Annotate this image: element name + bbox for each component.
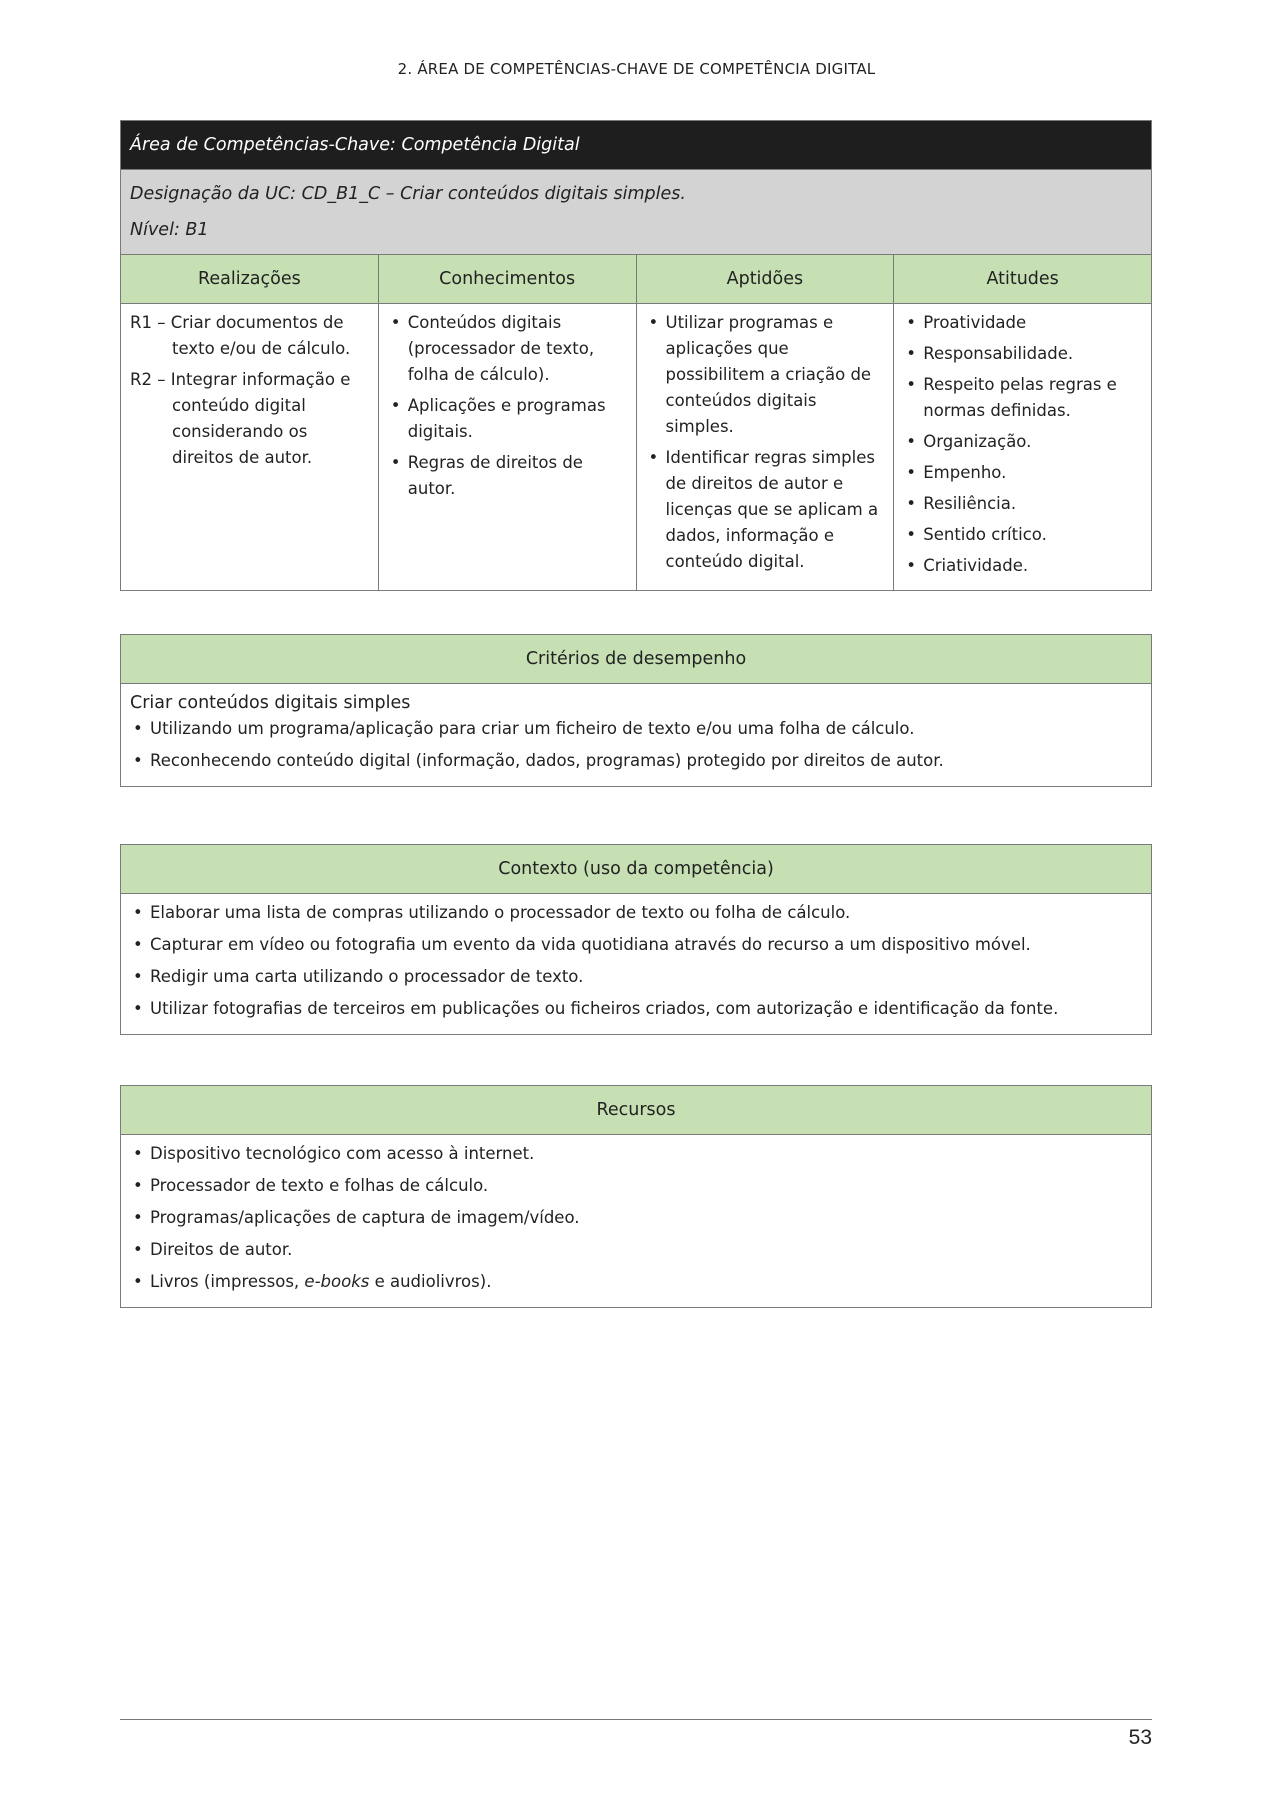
list-item: • Regras de direitos de autor. xyxy=(388,450,627,502)
list-item: • Capturar em vídeo ou fotografia um evento da vida quotidiana através do recurso a um dispositivo móvel. xyxy=(130,932,1142,958)
area-title: Área de Competências-Chave: Competência Digital xyxy=(121,121,1152,170)
page-number: 53 xyxy=(1128,1726,1152,1749)
list-item: • Identificar regras simples de direitos de autor e licenças que se aplicam a dados, informação e conteúdo digital. xyxy=(646,445,885,575)
list-item: • Utilizando um programa/aplicação para criar um ficheiro de texto e/ou uma folha de cálculo. xyxy=(130,716,1142,742)
list-item: • Sentido crítico. xyxy=(903,522,1142,548)
list-item: • Criatividade. xyxy=(903,553,1142,579)
recursos-body xyxy=(121,1135,1152,1308)
list-item: • Conteúdos digitais (processador de texto, folha de cálculo). xyxy=(388,310,627,388)
uc-designation xyxy=(121,170,1152,255)
list-item: • Processador de texto e folhas de cálculo. xyxy=(130,1173,1142,1199)
realizacoes-cell xyxy=(121,304,379,591)
list-item: • Reconhecendo conteúdo digital (informação, dados, programas) protegido por direitos de autor. xyxy=(130,748,1142,774)
list-item: • Aplicações e programas digitais. xyxy=(388,393,627,445)
list-item: • Elaborar uma lista de compras utilizando o processador de texto ou folha de cálculo. xyxy=(130,900,1142,926)
list-item: • Respeito pelas regras e normas definidas. xyxy=(903,372,1142,424)
list-item: • Responsabilidade. xyxy=(903,341,1142,367)
list-item: • Empenho. xyxy=(903,460,1142,486)
list-item: • Utilizar fotografias de terceiros em publicações ou ficheiros criados, com autorização e identificação da fonte. xyxy=(130,996,1142,1022)
criterios-subtitle: Criar conteúdos digitais simples xyxy=(130,693,411,713)
col-conhecimentos: Conhecimentos xyxy=(378,255,636,304)
col-aptidoes: Aptidões xyxy=(636,255,894,304)
list-item: • Resiliência. xyxy=(903,491,1142,517)
list-item: • Utilizar programas e aplicações que possibilitem a criação de conteúdos digitais simples. xyxy=(646,310,885,440)
list-item: • Organização. xyxy=(903,429,1142,455)
running-header: 2. ÁREA DE COMPETÊNCIAS-CHAVE DE COMPETÊNCIA DIGITAL xyxy=(397,60,876,78)
criterios-title: Critérios de desempenho xyxy=(121,635,1152,684)
atitudes-cell xyxy=(894,304,1152,591)
text-italic: e-books xyxy=(304,1272,370,1291)
list-item: • Dispositivo tecnológico com acesso à internet. xyxy=(130,1141,1142,1167)
text: Livros (impressos, xyxy=(150,1272,305,1291)
realizacao: R2 – Integrar informação e conteúdo digital considerando os direitos de autor. xyxy=(130,370,351,467)
contexto-table xyxy=(120,844,1152,1035)
list-item: • Programas/aplicações de captura de imagem/vídeo. xyxy=(130,1205,1142,1231)
col-realizacoes: Realizações xyxy=(121,255,379,304)
list-item: • Proatividade xyxy=(903,310,1142,336)
contexto-title: Contexto (uso da competência) xyxy=(121,845,1152,894)
designacao: Designação da UC: CD_B1_C – Criar conteúdos digitais simples. xyxy=(130,184,686,204)
nivel: Nível: B1 xyxy=(130,220,209,240)
recursos-table xyxy=(120,1085,1152,1308)
list-item: • Redigir uma carta utilizando o processador de texto. xyxy=(130,964,1142,990)
text: e audiolivros). xyxy=(369,1272,492,1291)
conhecimentos-cell xyxy=(378,304,636,591)
realizacao: R1 – Criar documentos de texto e/ou de cálculo. xyxy=(130,313,351,358)
contexto-body xyxy=(121,894,1152,1035)
aptidoes-cell xyxy=(636,304,894,591)
col-atitudes: Atitudes xyxy=(894,255,1152,304)
list-item: • Direitos de autor. xyxy=(130,1237,1142,1263)
footer-rule xyxy=(120,1719,1152,1720)
criterios-table xyxy=(120,634,1152,787)
list-item xyxy=(130,1269,1142,1295)
recursos-title: Recursos xyxy=(121,1086,1152,1135)
criterios-body xyxy=(121,684,1152,787)
uc-table xyxy=(120,120,1152,591)
